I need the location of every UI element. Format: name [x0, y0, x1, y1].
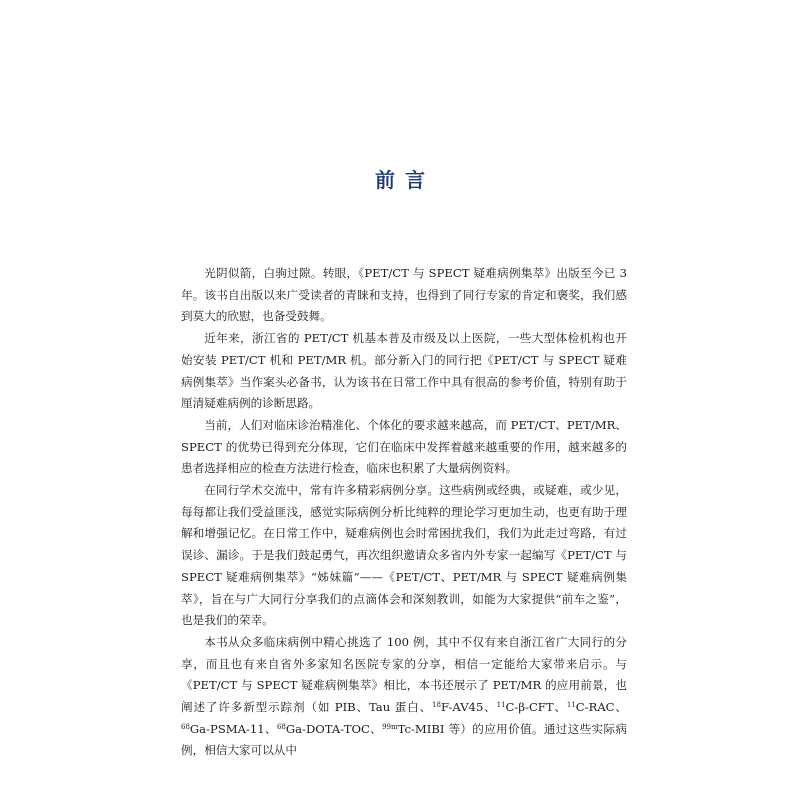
paragraph-5	[181, 632, 627, 762]
paragraph-5-text-1: 本书从众多临床病例中精心挑选了 100 例，其中不仅有来自浙江省广大同行的分享，而且也有来自省外多家知名医院专家的分享，相信一定能给大家带来启示。与《PET/CT 与 SPECT 疑难病例集萃》相比，本书还展示了 PET/MR 的应用前景，也阐述了许多新型示踪剂（如 PIB、Tau 蛋白、	[181, 634, 627, 715]
paragraph-5-text-7: Tc-MIBI 等）的应用价值。通过这些实际病例，相信大家可以从中	[181, 721, 627, 758]
paragraph-5-text-3: C-β-CFT、	[505, 700, 567, 715]
isotope-superscript-68a: 68	[181, 722, 190, 731]
isotope-superscript-99m: 99m	[382, 722, 398, 731]
page-title: 前言	[375, 168, 435, 192]
isotope-superscript-18: 18	[432, 701, 441, 710]
paragraph-1: 光阴似箭，白驹过隙。转眼，《PET/CT 与 SPECT 疑难病例集萃》出版至今已 3 年。该书自出版以来广受读者的青睐和支持，也得到了同行专家的肯定和褒奖，我们感到莫大的欣慰，也备受鼓舞。	[181, 266, 627, 324]
isotope-superscript-11b: 11	[566, 701, 576, 710]
isotope-superscript-68b: 68	[276, 722, 286, 731]
preface-body	[181, 263, 627, 762]
paragraph-2: 近年来，浙江省的 PET/CT 机基本普及市级及以上医院，一些大型体检机构也开始安装 PET/CT 机和 PET/MR 机。部分新入门的同行把《PET/CT 与 SPECT 疑难病例集萃》当作案头必备书，认为该书在日常工作中具有很高的参考价值，特别有助于厘清疑难病例的诊断思路。	[181, 331, 627, 411]
paragraph-3: 当前，人们对临床诊治精准化、个体化的要求越来越高，而 PET/CT、PET/MR、SPECT 的优势已得到充分体现，它们在临床中发挥着越来越重要的作用，越来越多的患者选择相应的检查方法进行检查，临床也积累了大量病例资料。	[181, 417, 627, 476]
isotope-superscript-11a: 11	[496, 701, 506, 710]
paragraph-5-text-6: Ga-DOTA-TOC、	[285, 721, 383, 736]
paragraph-5-text-5: Ga-PSMA-11、	[189, 721, 277, 736]
paragraph-5-text-4: C-RAC、	[575, 700, 627, 715]
paragraph-4: 在同行学术交流中，常有许多精彩病例分享。这些病例或经典，或疑难，或少见，每每都让我们受益匪浅，感觉实际病例分析比纯粹的理论学习更加生动，也更有助于理解和增强记忆。在日常工作中，疑难病例也会时常困扰我们，我们为此走过弯路，有过误诊、漏诊。于是我们鼓起勇气，再次组织邀请众多省内外专家一起编写《PET/CT 与 SPECT 疑难病例集萃》“姊妹篇”——《PET/CT、PET/MR 与 SPECT 疑难病例集萃》，旨在与广大同行分享我们的点滴体会和深刻教训，如能为大家提供“前车之鉴”，也是我们的荣幸。	[181, 483, 627, 628]
paragraph-5-text-2: F-AV45、	[440, 700, 497, 715]
